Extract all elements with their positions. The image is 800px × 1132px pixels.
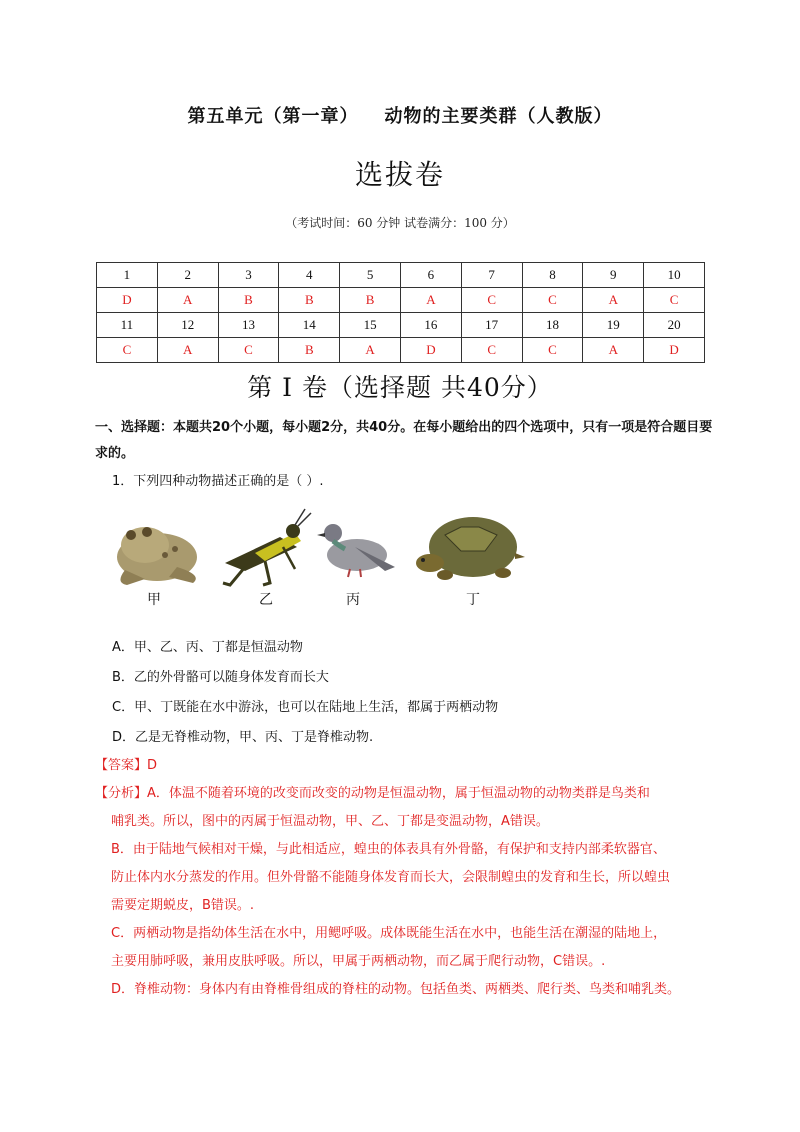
figure-label-bing: 丙	[346, 592, 360, 608]
answer-cell: D	[400, 338, 461, 363]
frog-image	[117, 527, 197, 585]
analysis-line: 主要用肺呼吸，兼用皮肤呼吸。所以，甲属于两栖动物，而乙属于爬行动物，C错误。.	[111, 954, 606, 969]
title-topic: 动物的主要类群（人教版）	[384, 106, 613, 127]
answer-line: 【答案】D	[95, 758, 158, 773]
question-number-cell: 9	[583, 263, 644, 288]
question-number-cell: 3	[218, 263, 279, 288]
section-instruction: 一、选择题：本题共20个小题，每小题2分，共40分。在每小题给出的四个选项中，只有一项是符合题目要求的。	[95, 420, 713, 461]
document-title	[0, 102, 800, 128]
pigeon-image	[317, 524, 395, 577]
answer-cell: C	[97, 338, 158, 363]
option-a: A．甲、乙、丙、丁都是恒温动物	[112, 640, 303, 655]
grasshopper-image	[223, 509, 311, 585]
question-number-row	[97, 263, 705, 288]
answer-cell: B	[279, 338, 340, 363]
answer-cell: A	[340, 338, 401, 363]
answer-cell: D	[97, 288, 158, 313]
question-number-cell: 15	[340, 313, 401, 338]
turtle-image	[416, 517, 525, 580]
analysis-line: B．由于陆地气候相对干燥，与此相适应，蝗虫的体表具有外骨骼，有保护和支持内部柔软器官、	[111, 842, 666, 857]
option-b: B．乙的外骨骼可以随身体发育而长大	[112, 670, 329, 685]
question-number-row	[97, 313, 705, 338]
figure-label-yi: 乙	[259, 592, 273, 608]
answer-cell: A	[157, 288, 218, 313]
option-d: D．乙是无脊椎动物，甲、丙、丁是脊椎动物.	[112, 730, 374, 745]
question-number-cell: 20	[644, 313, 705, 338]
answer-row	[97, 288, 705, 313]
question-number-cell: 18	[522, 313, 583, 338]
answer-cell: B	[340, 288, 401, 313]
question-number-cell: 6	[400, 263, 461, 288]
analysis-line: C．两栖动物是指幼体生活在水中，用鳃呼吸。成体既能生活在水中，也能生活在潮湿的陆地上，	[111, 926, 667, 941]
question-number-cell: 17	[461, 313, 522, 338]
analysis-line: 防止体内水分蒸发的作用。但外骨骼不能随身体发育而长大，会限制蝗虫的发育和生长，所以蝗虫	[111, 870, 671, 885]
analysis-line: 需要定期蜕皮，B错误。.	[111, 898, 255, 913]
answer-cell: C	[522, 338, 583, 363]
answer-cell: C	[461, 338, 522, 363]
analysis-line: D．脊椎动物：身体内有由脊椎骨组成的脊柱的动物。包括鱼类、两栖类、爬行类、鸟类和哺乳类。	[111, 982, 681, 997]
question-1-stem: 1．下列四种动物描述正确的是（ ）.	[112, 474, 324, 489]
question-number-cell: 16	[400, 313, 461, 338]
question-number-cell: 5	[340, 263, 401, 288]
question-number-cell: 2	[157, 263, 218, 288]
document-subtitle: 选拔卷	[354, 158, 445, 191]
answer-cell: A	[583, 338, 644, 363]
figure-label-ding: 丁	[466, 592, 480, 608]
question-number-cell: 11	[97, 313, 158, 338]
answer-cell: A	[400, 288, 461, 313]
question-number-cell: 1	[97, 263, 158, 288]
answer-cell: C	[522, 288, 583, 313]
option-c: C．甲、丁既能在水中游泳，也可以在陆地上生活，都属于两栖动物	[112, 700, 499, 715]
analysis-line: 哺乳类。所以，图中的丙属于恒温动物，甲、乙、丁都是变温动物，A错误。	[111, 814, 549, 829]
question-number-cell: 8	[522, 263, 583, 288]
question-number-cell: 10	[644, 263, 705, 288]
answer-cell: C	[461, 288, 522, 313]
answer-cell: C	[644, 288, 705, 313]
analysis-line: 【分析】A．体温不随着环境的改变而改变的动物是恒温动物，属于恒温动物的动物类群是鸟类和	[95, 786, 650, 801]
part-title: 第 I 卷（选择题 共40分）	[247, 373, 553, 402]
answer-cell: D	[644, 338, 705, 363]
question-number-cell: 19	[583, 313, 644, 338]
exam-info: （考试时间：60 分钟 试卷满分：100 分）	[285, 216, 515, 230]
question-number-cell: 12	[157, 313, 218, 338]
answer-cell: A	[157, 338, 218, 363]
answer-table	[96, 262, 705, 363]
analysis-block	[95, 780, 715, 1004]
answer-cell: C	[218, 338, 279, 363]
answer-row	[97, 338, 705, 363]
title-unit: 第五单元（第一章）	[187, 106, 359, 127]
answer-cell: A	[583, 288, 644, 313]
answer-cell: B	[279, 288, 340, 313]
answer-cell: B	[218, 288, 279, 313]
question-number-cell: 7	[461, 263, 522, 288]
question-number-cell: 4	[279, 263, 340, 288]
figure-label-jia: 甲	[147, 592, 161, 608]
question-number-cell: 13	[218, 313, 279, 338]
question-number-cell: 14	[279, 313, 340, 338]
